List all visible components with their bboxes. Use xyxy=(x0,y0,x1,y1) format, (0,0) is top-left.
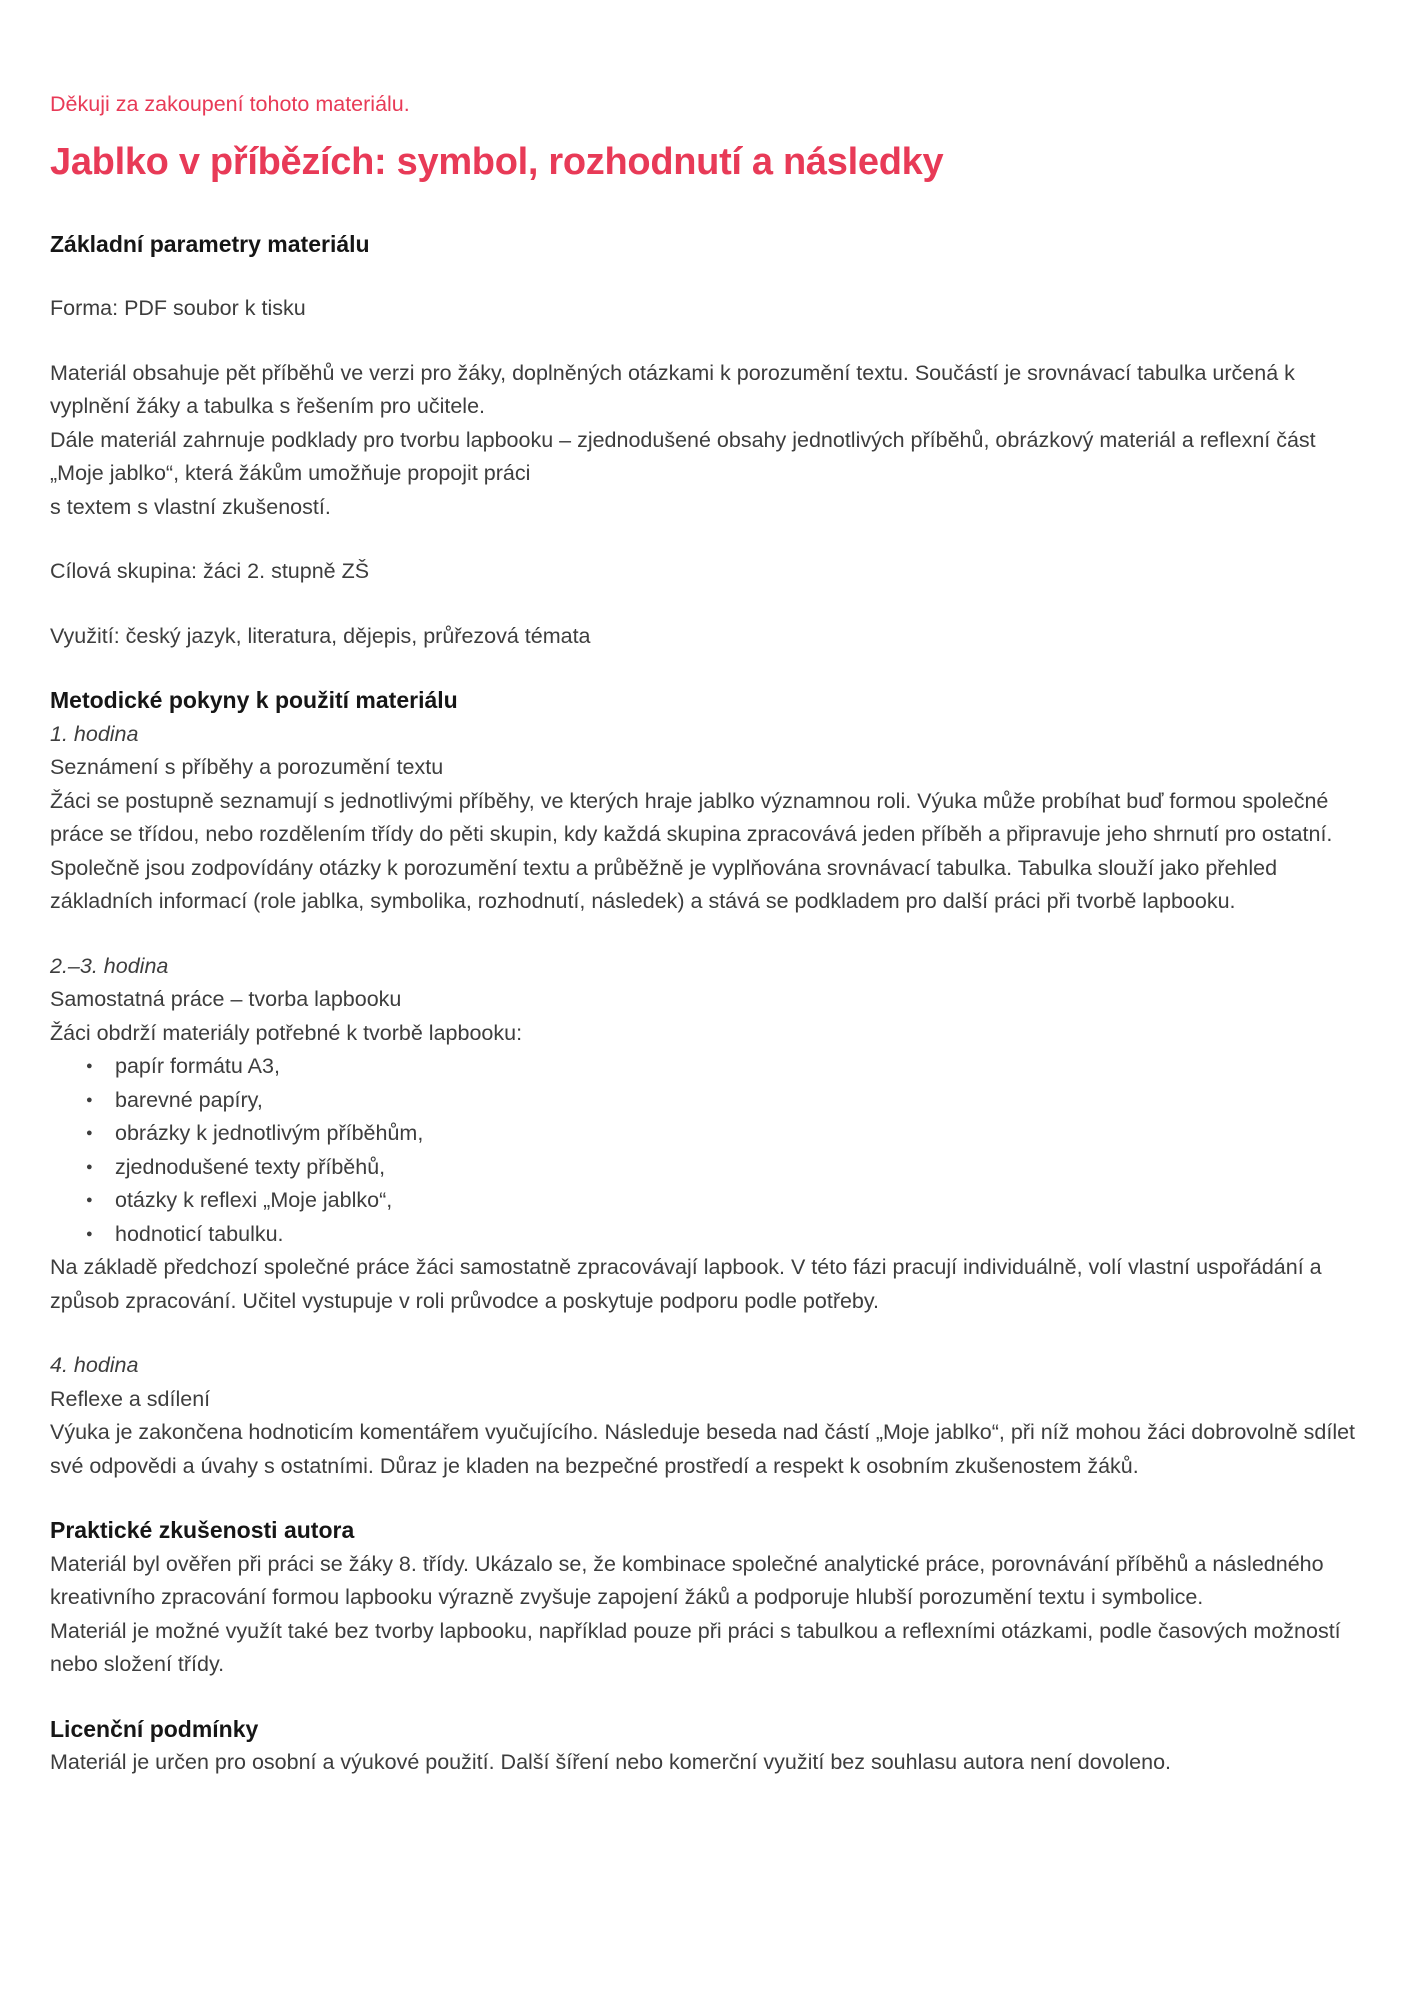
paragraph: Společně jsou zodpovídány otázky k porozumění textu a průběžně je vyplňována srovnávací tabulka. Tabulka slouží jako přehled základních informací (role jablka, symbolika, rozhodnutí, následek) a stává se podkladem pro další práci při tvorbě lapbooku. xyxy=(50,855,1278,913)
section-license xyxy=(50,1713,1364,1780)
paragraph: Materiál obsahuje pět příběhů ve verzi pro žáky, doplněných otázkami k porozumění textu. Součástí je srovnávací tabulka určená k vyplnění žáky a tabulka s řešením pro učitele. xyxy=(50,360,1295,418)
section-heading-experience: Praktické zkušenosti autora xyxy=(50,1517,355,1543)
section-heading-methodology: Metodické pokyny k použití materiálu xyxy=(50,687,458,713)
section-experience xyxy=(50,1514,1364,1682)
list-item: ● papír formátu A3, xyxy=(50,1050,1364,1084)
materials-list xyxy=(50,1050,1364,1251)
lesson4-subtitle: Reflexe a sdílení xyxy=(50,1386,211,1411)
format-line: Forma: PDF soubor k tisku xyxy=(50,296,306,320)
section-heading-basic-params: Základní parametry materiálu xyxy=(50,230,370,257)
thank-you-note: Děkuji za zakoupení tohoto materiálu. xyxy=(50,92,410,116)
usage-line: Využití: český jazyk, literatura, dějepis, průřezová témata xyxy=(50,623,591,648)
list-item: ● obrázky k jednotlivým příběhům, xyxy=(50,1117,1364,1151)
paragraph: Dále materiál zahrnuje podklady pro tvorbu lapbooku – zjednodušené obsahy jednotlivých příběhů, obrázkový materiál a reflexní část „Moje jablko“, která žákům umožňuje propojit práci xyxy=(50,427,1316,485)
usage-block xyxy=(50,620,1364,654)
list-item: ● otázky k reflexi „Moje jablko“, xyxy=(50,1184,1364,1218)
target-group-line: Cílová skupina: žáci 2. stupně ZŠ xyxy=(50,559,370,583)
list-item: ● hodnoticí tabulku. xyxy=(50,1218,1364,1252)
paragraph: Výuka je zakončena hodnoticím komentářem vyučujícího. Následuje beseda nad částí „Moje jablko“, při níž mohou žáci dobrovolně sdílet své odpovědi a úvahy s ostatními. Důraz je kladen na bezpečné prostředí a respekt k osobním zkušenostem žáků. xyxy=(50,1420,1356,1478)
target-group-block xyxy=(50,555,1364,589)
list-item: ● barevné papíry, xyxy=(50,1084,1364,1118)
paragraph: Materiál byl ověřen při práci se žáky 8. třídy. Ukázalo se, že kombinace společné analytické práce, porovnávání příběhů a následného kreativního zpracování formou lapbooku výrazně zvyšuje zapojení žáků a podporuje hlubší porozumění textu i symbolice. xyxy=(50,1551,1324,1609)
lesson23-label: 2.–3. hodina xyxy=(50,953,169,978)
format-block xyxy=(50,292,1364,326)
paragraph: Materiál je možné využít také bez tvorby lapbooku, například pouze při práci s tabulkou a reflexními otázkami, podle časových možností nebo složení třídy. xyxy=(50,1618,1341,1676)
section-methodology-lesson23 xyxy=(50,950,1364,1319)
section-basic-params-heading xyxy=(50,228,1364,262)
paragraph: Žáci se postupně seznamují s jednotlivými příběhy, ve kterých hraje jablko významnou roli. Výuka může probíhat buď formou společné práce se třídou, nebo rozdělením třídy do pěti skupin, kdy každá skupina zpracovává jeden příběh a připravuje jeho shrnutí pro ostatní. xyxy=(50,788,1333,846)
paragraph: s textem s vlastní zkušeností. xyxy=(50,494,331,519)
description-block xyxy=(50,357,1364,525)
section-heading-license: Licenční podmínky xyxy=(50,1715,259,1742)
section-methodology-lesson4 xyxy=(50,1349,1364,1483)
paragraph: Žáci obdrží materiály potřebné k tvorbě lapbooku: xyxy=(50,1020,523,1045)
list-item: ● zjednodušené texty příběhů, xyxy=(50,1151,1364,1185)
paragraph: Materiál je určen pro osobní a výukové použití. Další šíření nebo komerční využití bez souhlasu autora není dovoleno. xyxy=(50,1750,1172,1774)
lesson4-label: 4. hodina xyxy=(50,1353,139,1377)
paragraph: Na základě předchozí společné práce žáci samostatně zpracovávají lapbook. V této fázi pracují individuálně, volí vlastní uspořádání a způsob zpracování. Učitel vystupuje v roli průvodce a poskytuje podporu podle potřeby. xyxy=(50,1255,1322,1313)
section-methodology-lesson1 xyxy=(50,684,1364,919)
page-title: Jablko v příbězích: symbol, rozhodnutí a následky xyxy=(50,140,944,183)
lesson23-subtitle: Samostatná práce – tvorba lapbooku xyxy=(50,987,402,1011)
lesson1-subtitle: Seznámení s příběhy a porozumění textu xyxy=(50,755,444,779)
lesson1-label: 1. hodina xyxy=(50,721,139,746)
